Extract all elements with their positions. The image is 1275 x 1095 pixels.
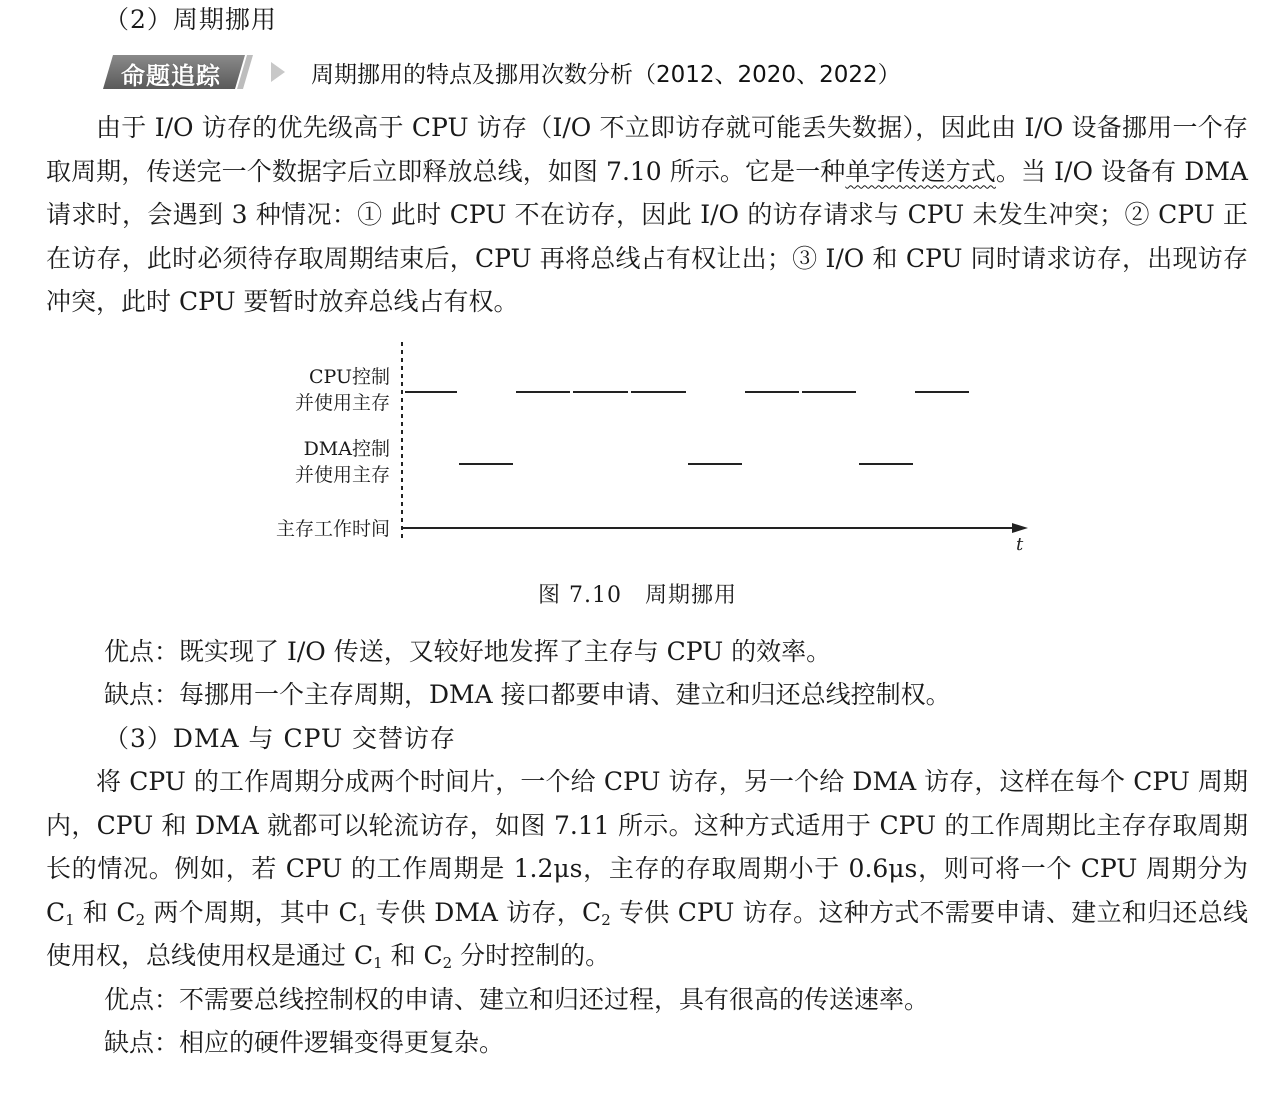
row-label-cpu: CPU控制 并使用主存 bbox=[294, 366, 390, 414]
banner-title: 周期挪用的特点及挪用次数分析（2012、2020、2022） bbox=[311, 62, 901, 88]
section-heading-cycle-stealing: （2）周期挪用 bbox=[104, 5, 277, 34]
figure-caption: 图 7.10 周期挪用 bbox=[538, 583, 737, 608]
para1-text-a: 由于 I/O 访存的优先级高于 CPU 访存（I/O 不立即访存就可能丢失数据），因此由 I/O 设备挪用一个存取周期，传送完一个数据字后立即释放总线，如图 7.10 所示。它是一种 bbox=[46, 113, 1248, 186]
timing-diagram-svg bbox=[250, 338, 1050, 558]
figure-timing-diagram bbox=[250, 338, 1050, 558]
play-arrow-icon bbox=[269, 59, 287, 85]
disadvantage-alternate-access: 缺点：相应的硬件逻辑变得更复杂。 bbox=[104, 1028, 505, 1057]
para1-underlined-term: 单字传送方式 bbox=[845, 156, 996, 186]
advantage-cycle-stealing: 优点：既实现了 I/O 传送，又较好地发挥了主存与 CPU 的效率。 bbox=[104, 637, 832, 666]
paragraph-alternate-access: 将 CPU 的工作周期分成两个时间片，一个给 CPU 访存，另一个给 DMA 访存，这样在每个 CPU 周期内，CPU 和 DMA 就都可以轮流访存，如图 7.11 所示。这种方式适用于 CPU 的工作周期比主存存取周期长的情况。例如，若 CPU 的工作周期是 1.2μs，主存的存取周期小于 0.6μs，则可将一个 CPU 周期分为 $C_1$ 和 $C_2$ 两个周期，其中 $C_1$ 专供 DMA 访存，$C_2$ 专供 CPU 访存。这种方式不需要申请、建立和归还总线使用权，总线使用权是通过 $C_1$ 和 $C_2$ 分时控制的。 bbox=[46, 767, 1248, 972]
exam-tracking-banner bbox=[103, 53, 1263, 91]
axis-var-label: t bbox=[1016, 534, 1024, 555]
para1-text-b: 。当 I/O 设备有 DMA 请求时，会遇到 3 种情况：① 此时 CPU 不在访存，因此 I/O 的访存请求与 CPU 未发生冲突；② CPU 正在访存，此时必须待存取周期结束后，CPU 再将总线占有权让出；③ I/O 和 CPU 同时请求访存，出现访存冲突，此时 CPU 要暂时放弃总线占有权。 bbox=[46, 156, 1248, 316]
paragraph-cycle-stealing bbox=[46, 106, 1248, 324]
advantage-alternate-access: 优点：不需要总线控制权的申请、建立和归还过程，具有很高的传送速率。 bbox=[104, 985, 930, 1014]
banner-badge: 命题追踪 bbox=[121, 62, 221, 90]
row-label-time: 主存工作时间 bbox=[275, 518, 390, 540]
section-heading-alternate-access: （3）DMA 与 CPU 交替访存 bbox=[104, 724, 457, 753]
row-label-dma: DMA控制 并使用主存 bbox=[294, 438, 390, 486]
disadvantage-cycle-stealing: 缺点：每挪用一个主存周期，DMA 接口都要申请、建立和归还总线控制权。 bbox=[104, 680, 951, 709]
